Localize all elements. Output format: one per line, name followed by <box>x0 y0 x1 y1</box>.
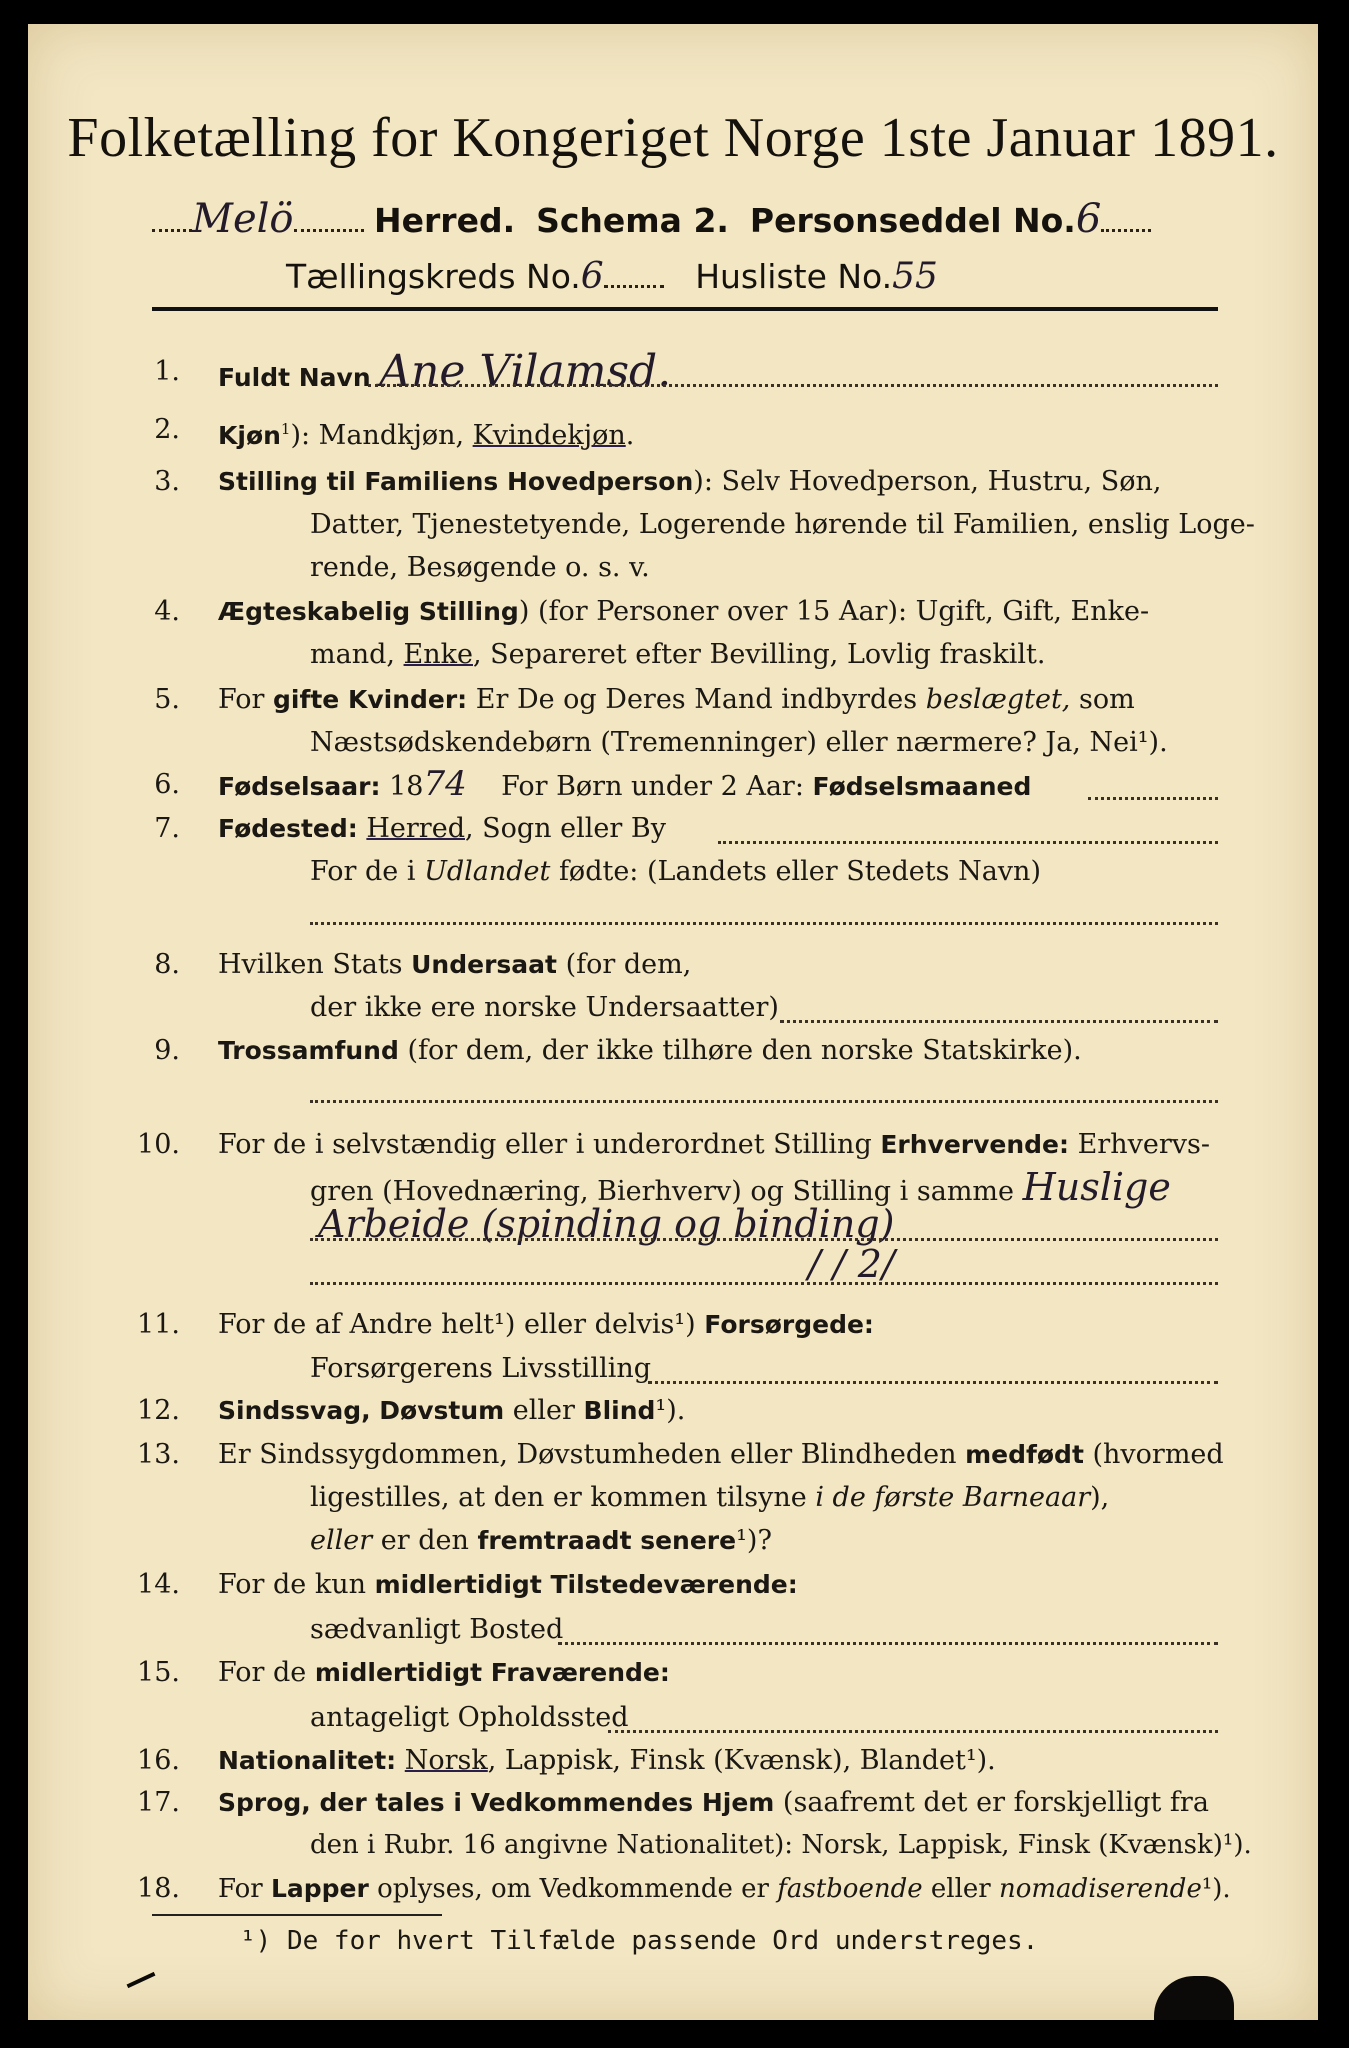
item-14-text-1: For de kun <box>218 1569 375 1600</box>
item-16-row <box>218 1740 996 1781</box>
item-7-label: Fødested: <box>218 814 358 843</box>
item-15-row-1 <box>218 1652 670 1693</box>
item-2-label: Kjøn <box>218 421 281 450</box>
item-2-sup: 1 <box>280 420 291 438</box>
item-1-label: Fuldt Navn <box>218 363 371 392</box>
item-10-dotted-line-2 <box>310 1282 1218 1285</box>
item-7-underlined: Herred <box>366 813 465 844</box>
item-4-row-1 <box>218 591 1149 632</box>
item-8-label: Undersaat <box>411 950 557 979</box>
header-line-1 <box>152 196 1151 242</box>
item-5-pre: For <box>218 684 274 715</box>
item-13-text-1b: (hvormed <box>1083 1439 1224 1470</box>
item-11-text-1: For de af Andre helt¹) eller delvis¹) <box>218 1309 705 1340</box>
item-10-handwriting-2: Arbeide (spinding og binding) <box>318 1202 895 1246</box>
item-10-row-1 <box>218 1124 1210 1165</box>
item-13-label: medfødt <box>965 1440 1084 1469</box>
item-12-end: ¹). <box>655 1395 686 1426</box>
item-8-text-1a: Hvilken Stats <box>218 949 412 980</box>
item-15-dotted-line <box>608 1730 1218 1733</box>
item-15-number: 15. <box>137 1657 180 1688</box>
item-11-row-2: Forsørgerens Livsstilling <box>310 1353 652 1384</box>
item-10-number: 10. <box>137 1129 180 1160</box>
item-16-text: , Lappisk, Finsk (Kvænsk), Blandet¹). <box>487 1745 996 1776</box>
item-18-label: Lapper <box>270 1874 369 1903</box>
item-5-label: gifte Kvinder: <box>273 685 468 714</box>
item-5-text-1: Er De og Deres Mand indbyrdes <box>467 684 926 715</box>
item-9-label: Trossamfund <box>218 1036 399 1065</box>
schema-label: Schema 2. <box>536 201 729 240</box>
footnote-rule <box>152 1914 442 1916</box>
item-17-row-1 <box>218 1782 1209 1823</box>
item-13-text-1a: Er Sindssygdommen, Døvstumheden eller Blindheden <box>218 1439 966 1470</box>
item-18-text-mid: eller <box>922 1874 999 1904</box>
item-9-text: (for dem, der ikke tilhøre den norske Statskirke). <box>398 1035 1082 1066</box>
item-12-number: 12. <box>137 1395 180 1426</box>
item-1-row <box>218 346 672 398</box>
item-17-row-2: den i Rubr. 16 angivne Nationalitet): Norsk, Lappisk, Finsk (Kvænsk)¹). <box>310 1830 1252 1860</box>
item-13-row-1 <box>218 1434 1224 1475</box>
item-8-text-1b: (for dem, <box>556 949 692 980</box>
kreds-label: Tællingskreds No. <box>286 257 581 296</box>
header-rule <box>152 307 1218 311</box>
item-14-number: 14. <box>137 1569 180 1600</box>
item-18-text-1b: oplyses, om Vedkommende er <box>368 1874 778 1904</box>
item-4-text-2b: , Separeret efter Bevilling, Lovlig fraskilt. <box>473 639 1046 670</box>
item-17-number: 17. <box>137 1787 180 1818</box>
item-12-row <box>218 1390 685 1431</box>
item-2-end: . <box>625 420 635 451</box>
item-6-year-value: 74 <box>423 764 467 804</box>
item-11-label: Forsørgede: <box>704 1310 874 1339</box>
item-1-number: 1. <box>154 356 180 387</box>
item-6-number: 6. <box>154 769 180 800</box>
item-3-text-1: ): Selv Hovedperson, Hustru, Søn, <box>693 466 1162 497</box>
item-6-dotted-line <box>1088 797 1218 800</box>
item-13-row-3 <box>310 1520 772 1561</box>
header-line-2 <box>286 256 938 297</box>
item-7-italic: Udlandet <box>424 856 551 887</box>
item-3-row-1 <box>218 461 1161 502</box>
item-12-label-2: Blind <box>583 1396 656 1425</box>
item-2-number: 2. <box>154 414 180 445</box>
form-title: Folketælling for Kongeriget Norge 1ste Januar 1891. <box>67 107 1279 169</box>
item-2-text: ): Mandkjøn, <box>290 420 473 451</box>
item-13-italic-2: eller <box>310 1525 373 1556</box>
item-11-row-1 <box>218 1304 874 1345</box>
item-8-row-1 <box>218 944 691 985</box>
item-18-row <box>218 1868 1231 1910</box>
item-14-label: midlertidigt Tilstedeværende: <box>374 1570 798 1599</box>
item-6-label: Fødselsaar: <box>218 772 381 801</box>
item-10-dotted-line-1 <box>310 1238 1218 1241</box>
item-5-row-1 <box>218 679 1135 720</box>
husliste-label: Husliste No. <box>695 257 893 296</box>
item-7-text-2a: For de i <box>310 856 425 887</box>
item-15-text-1: For de <box>218 1657 315 1688</box>
ink-blot <box>1154 1976 1234 2020</box>
item-5-italic: beslægtet, <box>925 684 1071 715</box>
item-6-year-prefix: 18 <box>389 771 424 802</box>
item-9-dotted-line <box>310 1100 1218 1103</box>
item-3-row-2: Datter, Tjenestetyende, Logerende hørende til Familien, enslig Loge- <box>310 509 1255 540</box>
item-18-italic-2: nomadiserende <box>999 1874 1202 1904</box>
item-12-text: eller <box>504 1395 584 1426</box>
personseddel-value: 6 <box>1075 196 1102 242</box>
item-10-handwriting-3: / / 2/ <box>808 1242 895 1286</box>
item-4-text-2a: mand, <box>310 639 404 670</box>
item-18-number: 18. <box>137 1873 180 1904</box>
husliste-value: 55 <box>892 256 938 297</box>
item-15-label: midlertidigt Fraværende: <box>314 1658 670 1687</box>
item-13-text-3b: ¹)? <box>736 1525 772 1556</box>
item-13-label-2: fremtraadt senere <box>477 1526 737 1555</box>
item-3-number: 3. <box>154 466 180 497</box>
item-4-label: Ægteskabelig Stilling <box>218 597 519 626</box>
item-5-end: som <box>1070 684 1135 715</box>
item-7-row-1 <box>218 808 666 849</box>
item-5-number: 5. <box>154 684 180 715</box>
item-16-label: Nationalitet: <box>218 1746 397 1775</box>
kreds-value: 6 <box>580 256 604 297</box>
item-2-underlined: Kvindekjøn <box>472 420 626 451</box>
item-3-label: Stilling til Familiens Hovedperson <box>218 467 694 496</box>
item-11-number: 11. <box>137 1309 180 1340</box>
item-1-value: Ane Vilamsd. <box>379 346 672 397</box>
item-13-row-2 <box>310 1477 1109 1518</box>
item-14-row-1 <box>218 1564 798 1605</box>
item-7-dotted-line-2 <box>310 922 1218 925</box>
item-5-row-2: Næstsødskendebørn (Tremenninger) eller nærmere? Ja, Nei¹). <box>310 727 1168 758</box>
item-8-row-2: der ikke ere norske Undersaatter) <box>310 992 779 1023</box>
item-1-dotted-line <box>368 384 1218 387</box>
item-10-label: Erhvervende: <box>880 1130 1070 1159</box>
item-10-text-2: gren (Hovednæring, Bierhverv) og Stilling i samme <box>310 1176 1015 1207</box>
item-13-text-2a: ligestilles, at den er kommen tilsyne <box>310 1482 816 1513</box>
item-17-text-1: (saafremt det er forskjelligt fra <box>774 1787 1209 1818</box>
item-18-text-1a: For <box>218 1874 271 1904</box>
item-10-text-1a: For de i selvstændig eller i underordnet Stilling <box>218 1129 881 1160</box>
census-form <box>28 24 1318 2020</box>
item-13-text-3a: er den <box>372 1525 478 1556</box>
item-7-text-2b: fødte: (Landets eller Stedets Navn) <box>550 856 1041 887</box>
item-2-row <box>218 409 634 456</box>
item-4-number: 4. <box>154 596 180 627</box>
item-13-italic: i de første Barneaar <box>815 1482 1091 1513</box>
herred-value: Melö <box>192 196 294 242</box>
footnote: ¹) De for hvert Tilfælde passende Ord understreges. <box>240 1926 1039 1956</box>
item-11-dotted-line <box>648 1381 1218 1384</box>
item-10-text-1b: Erhvervs- <box>1069 1129 1210 1160</box>
ink-stroke <box>127 1972 156 1988</box>
item-4-underlined: Enke <box>403 639 473 670</box>
item-18-italic-1: fastboende <box>777 1874 923 1904</box>
item-17-label: Sprog, der tales i Vedkommendes Hjem <box>218 1788 775 1817</box>
item-8-dotted-line <box>780 1020 1218 1023</box>
item-18-end: ¹). <box>1201 1874 1231 1904</box>
item-7-row-2 <box>310 851 1041 892</box>
item-6-label-2: Fødselsmaaned <box>812 772 1032 801</box>
item-9-row <box>218 1030 1082 1071</box>
item-13-text-2b: ), <box>1090 1482 1110 1513</box>
item-8-number: 8. <box>154 949 180 980</box>
item-9-number: 9. <box>154 1035 180 1066</box>
item-6-text: For Børn under 2 Aar: <box>501 771 804 802</box>
item-7-number: 7. <box>154 813 180 844</box>
item-15-row-2: antageligt Opholdssted <box>310 1702 629 1733</box>
item-13-number: 13. <box>137 1439 180 1470</box>
item-7-text: , Sogn eller By <box>464 813 666 844</box>
item-14-dotted-line <box>558 1642 1218 1645</box>
item-4-text-1: ) (for Personer over 15 Aar): Ugift, Gift, Enke- <box>518 596 1150 627</box>
item-7-dotted-line <box>718 841 1218 844</box>
item-14-row-2: sædvanligt Bosted <box>310 1614 564 1645</box>
personseddel-label: Personseddel No. <box>749 201 1076 240</box>
herred-label: Herred. <box>374 201 516 240</box>
item-6-row <box>218 764 1031 807</box>
item-12-label: Sindssvag, Døvstum <box>218 1396 505 1425</box>
item-3-row-3: rende, Besøgende o. s. v. <box>310 552 650 583</box>
item-10-handwriting-1: Huslige <box>1022 1165 1171 1209</box>
item-16-underlined: Norsk <box>404 1745 488 1776</box>
item-4-row-2 <box>310 634 1045 675</box>
item-16-number: 16. <box>137 1745 180 1776</box>
